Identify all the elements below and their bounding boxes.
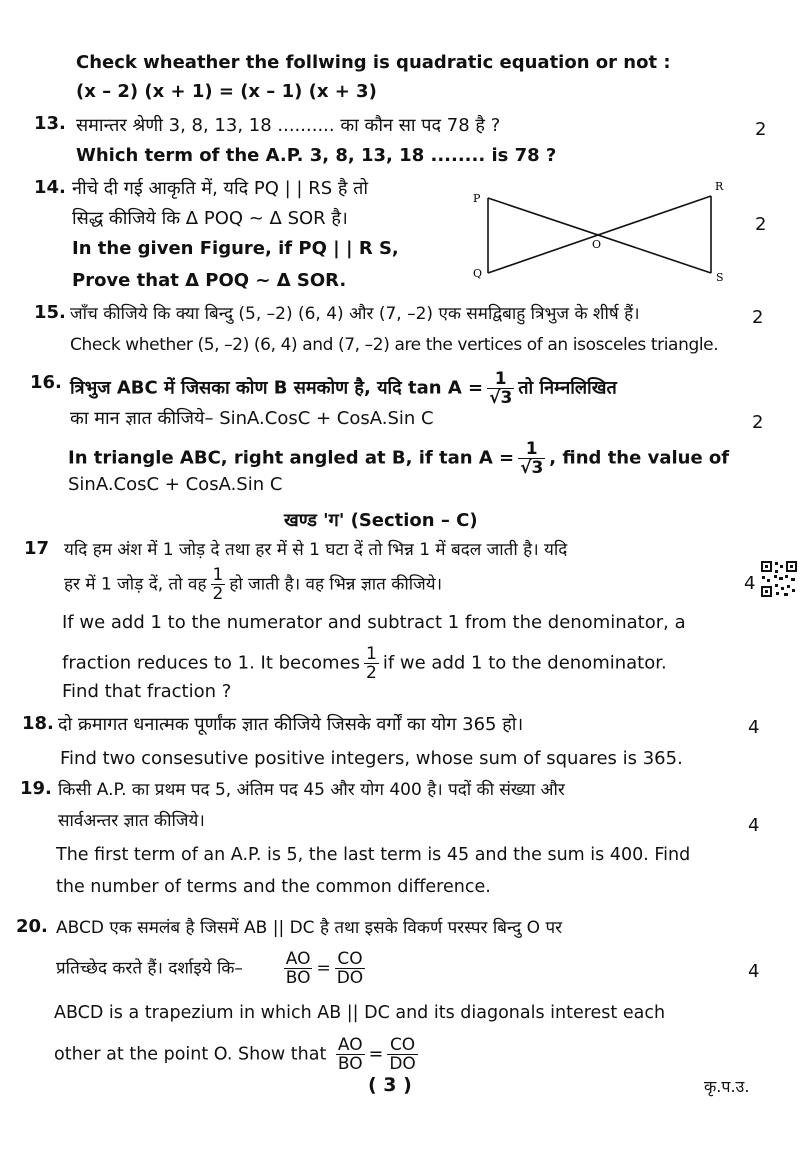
marks: 2	[755, 119, 767, 140]
bowtie-figure	[465, 178, 740, 288]
fraction	[364, 645, 379, 682]
q16-english-1b: , find the value of	[549, 447, 730, 469]
marks: 2	[752, 412, 764, 433]
q17-english-1: If we add 1 to the numerator and subtract 1 from the denominator, a	[62, 612, 686, 633]
numerator: AO	[336, 1036, 365, 1055]
q17-english-2a: fraction reduces to 1. It becomes	[62, 652, 361, 674]
q20-hindi-2a: प्रतिच्छेद करते हैं। दर्शाइये कि–	[56, 958, 243, 979]
q20-english-2a: other at the point O. Show that	[54, 1044, 327, 1065]
question-number: 14.	[34, 177, 66, 198]
label-r: R	[715, 180, 724, 193]
q13-hindi: समान्तर श्रेणी 3, 8, 13, 18 .......... का कौन सा पद 78 है ?	[76, 115, 501, 136]
q14-english-2: Prove that Δ POQ ~ Δ SOR.	[72, 270, 347, 291]
qr-code-icon	[760, 560, 798, 598]
q17-english-2b: if we add 1 to the denominator.	[382, 652, 667, 674]
label-o: O	[592, 238, 602, 251]
q19-hindi-1: किसी A.P. का प्रथम पद 5, अंतिम पद 45 और योग 400 है। पदों की संख्या और	[58, 780, 565, 800]
label-s: S	[716, 271, 724, 284]
q19-english-1: The first term of an A.P. is 5, the last term is 45 and the sum is 400. Find	[56, 845, 691, 865]
denominator: BO	[285, 968, 311, 988]
section-heading: खण्ड 'ग' (Section – C)	[284, 510, 478, 531]
numerator: AO	[284, 950, 313, 969]
q15-english: Check whether (5, –2) (6, 4) and (7, –2) are the vertices of an isosceles triangle.	[70, 335, 719, 355]
equals-sign: =	[316, 958, 331, 979]
q16-english-1	[68, 440, 729, 477]
numerator: CO	[335, 950, 365, 969]
q17-hindi-2b: हो जाती है। वह भिन्न ज्ञात कीजिये।	[229, 574, 443, 595]
denominator: 2	[212, 584, 224, 604]
q20-english-1: ABCD is a trapezium in which AB || DC and its diagonals interest each	[54, 1003, 666, 1023]
q18-english: Find two consesutive positive integers, whose sum of squares is 365.	[60, 748, 683, 769]
q16-english-2: SinA.CosC + CosA.Sin C	[68, 474, 283, 495]
fraction-ao-bo	[336, 1036, 365, 1073]
marks: 4	[744, 573, 756, 594]
q20-english-2	[54, 1036, 422, 1073]
intro-equation: (x – 2) (x + 1) = (x – 1) (x + 3)	[76, 81, 377, 102]
denominator: √3	[520, 458, 544, 478]
label-p: P	[473, 192, 481, 205]
marks: 4	[748, 717, 760, 738]
fraction-ao-bo	[284, 950, 313, 987]
numerator: 1	[212, 565, 224, 585]
q19-hindi-2: सार्वअन्तर ज्ञात कीजिये।	[58, 811, 205, 831]
q17-english-2	[62, 645, 667, 682]
question-number: 13.	[34, 113, 66, 134]
q18-hindi: दो क्रमागत धनात्मक पूर्णांक ज्ञात कीजिये जिसके वर्गों का योग 365 हो।	[58, 714, 524, 735]
denominator: √3	[489, 388, 513, 408]
q17-english-3: Find that fraction ?	[62, 681, 232, 702]
continue-note: कृ.प.उ.	[704, 1077, 750, 1096]
numerator: 1	[487, 370, 514, 389]
fraction	[518, 440, 545, 477]
numerator: 1	[366, 644, 377, 664]
q17-hindi-2	[64, 566, 442, 603]
q20-hindi-1: ABCD एक समलंब है जिसमें AB || DC है तथा इसके विकर्ण परस्पर बिन्दु O पर	[56, 918, 563, 938]
q13-english: Which term of the A.P. 3, 8, 13, 18 ........ is 78 ?	[76, 145, 557, 166]
intro-question: Check wheather the follwing is quadratic equation or not :	[76, 52, 671, 73]
denominator: 2	[366, 663, 377, 683]
q20-hindi-2	[56, 950, 369, 987]
fraction	[211, 566, 226, 603]
q16-hindi-2: का मान ज्ञात कीजिये– SinA.CosC + CosA.Sin C	[70, 408, 434, 429]
q16-hindi-1	[70, 370, 617, 407]
label-q: Q	[473, 267, 483, 280]
marks: 4	[748, 815, 760, 836]
marks: 4	[748, 961, 760, 982]
q14-hindi-2: सिद्ध कीजिये कि Δ POQ ~ Δ SOR है।	[72, 208, 348, 229]
fraction-co-do	[335, 950, 365, 987]
marks: 2	[755, 214, 767, 235]
fraction	[487, 370, 514, 407]
q16-english-1a: In triangle ABC, right angled at B, if tan A =	[68, 447, 515, 469]
q14-hindi-1: नीचे दी गई आकृति में, यदि PQ | | RS है तो	[72, 178, 369, 199]
q17-hindi-1: यदि हम अंश में 1 जोड़ दे तथा हर में से 1 घटा दें तो भिन्न 1 में बदल जाती है। यदि	[64, 540, 568, 560]
denominator: DO	[336, 968, 364, 988]
numerator: 1	[518, 440, 545, 459]
denominator: DO	[389, 1054, 416, 1074]
fraction-co-do	[387, 1036, 417, 1073]
q15-hindi: जाँच कीजिये कि क्या बिन्दु (5, –2) (6, 4) और (7, –2) एक समद्विबाहु त्रिभुज के शीर्ष हैं।	[70, 304, 640, 324]
q17-hindi-2a: हर में 1 जोड़ दें, तो वह	[64, 574, 207, 595]
question-number: 16.	[30, 372, 62, 393]
question-number: 20.	[16, 916, 48, 937]
page-number: ( 3 )	[368, 1074, 412, 1096]
denominator: BO	[337, 1054, 363, 1074]
question-number: 18.	[22, 713, 54, 734]
q19-english-2: the number of terms and the common difference.	[56, 877, 491, 897]
question-number: 17	[24, 538, 50, 559]
question-number: 15.	[34, 302, 66, 323]
equals-sign: =	[368, 1044, 384, 1065]
numerator: CO	[387, 1036, 417, 1055]
q14-english-1: In the given Figure, if PQ | | R S,	[72, 238, 399, 259]
question-number: 19.	[20, 778, 52, 799]
marks: 2	[752, 307, 764, 328]
q16-hindi-1b: तो निम्नलिखित	[518, 377, 617, 399]
q16-hindi-1a: त्रिभुज ABC में जिसका कोण B समकोण है, यदि tan A =	[70, 377, 484, 399]
